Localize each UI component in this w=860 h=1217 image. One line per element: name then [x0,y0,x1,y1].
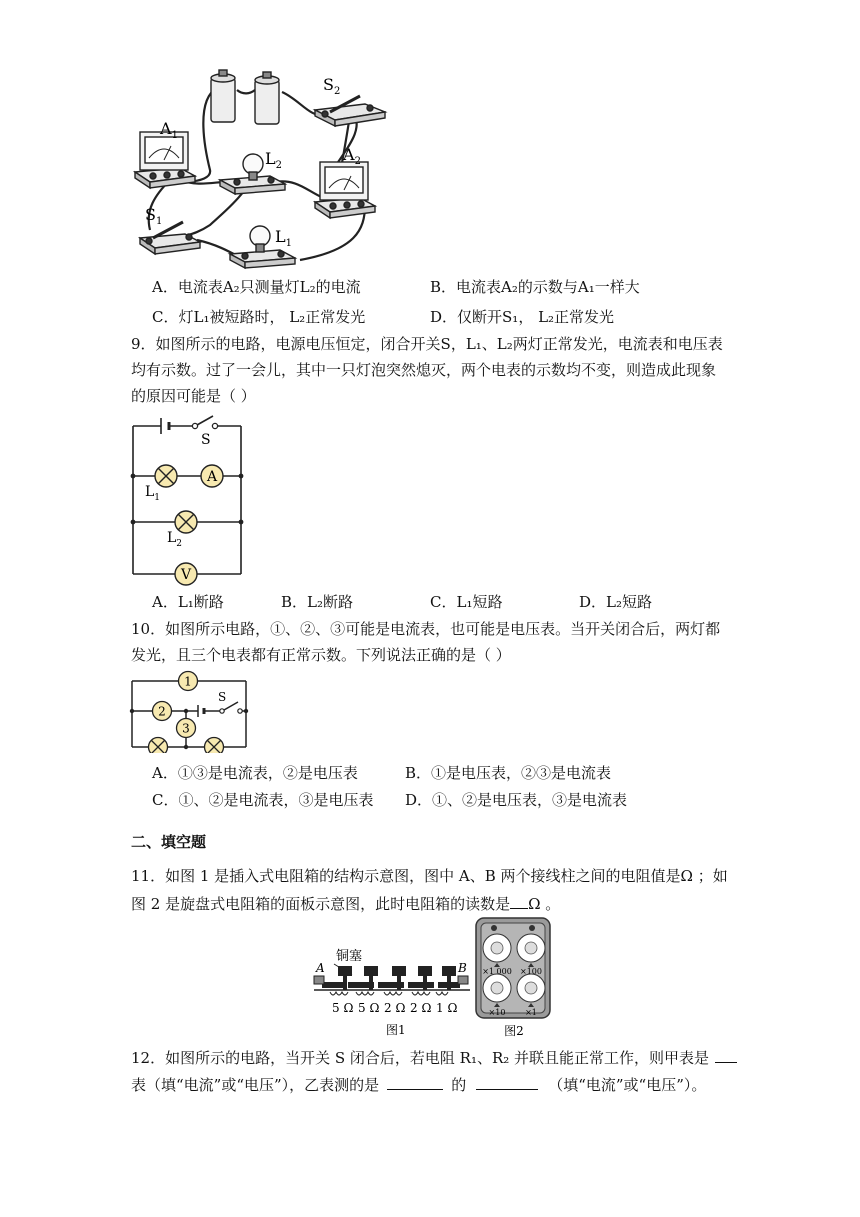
section-heading-fill-in: 二、填空题 [131,833,207,851]
q12-line-1 [131,1046,737,1068]
q10-circuit-diagram [128,669,250,753]
q8-s2-label: $S_2$ [323,75,341,97]
q9-line-2: 均有示数。过了一会儿，其中一只灯泡突然熄灭，两个电表的示数均不变，则造成此现象 [131,361,717,379]
q8-option-c: C．灯L₁被短路时， L₂正常发光 [152,308,366,326]
q11-dial-multiplier-1: ×1 [525,1008,537,1017]
q12-blank-2[interactable] [387,1073,443,1090]
q11-answer-blank[interactable] [510,892,528,909]
q11-line-2-unit: Ω 。 [528,895,561,913]
q8-option-b: B．电流表A₂的示数与A₁一样大 [430,278,640,296]
q9-option-b: B．L₂断路 [281,593,353,611]
q11-dial-multiplier-1000: ×1 000 [482,967,512,976]
q8-a1-label: $A_1$ [160,119,178,141]
q11-resistor-5: 1 Ω [436,1001,458,1015]
q11-line-1: 11．如图 1 是插入式电阻箱的结构示意图，图中 A、B 两个接线柱之间的电阻值是Ω ；如 [131,867,728,885]
q9-l2-label: $L_2$ [167,530,183,549]
q11-copper-plug-label: 铜塞 [336,949,363,964]
q9-option-a: A．L₁断路 [152,593,224,611]
q12-blank-3[interactable] [476,1073,538,1090]
q9-line-1: 9．如图所示的电路，电源电压恒定，闭合开关S，L₁、L₂两灯正常发光，电流表和电压表 [131,335,723,353]
q12-blank-1[interactable] [715,1046,737,1063]
q11-dial-multiplier-10: ×10 [488,1008,506,1017]
q10-switch-label: S [218,690,227,704]
q8-circuit-diagram [125,60,415,270]
q11-terminal-a: A [316,961,325,975]
q12-line-1-text: 12．如图所示的电路，当开关 S 闭合后，若电阻 R₁、R₂ 并联且能正常工作，则甲表是 [131,1049,710,1067]
q12-line-2-text-b: 的 [451,1076,467,1094]
q11-figure-1-caption: 图1 [386,1023,406,1037]
q9-option-d: D．L₂短路 [579,593,653,611]
q11-resistor-3: 2 Ω [384,1001,406,1015]
q8-l2-label: $L_2$ [265,149,282,171]
q10-meter-1-label: 1 [184,674,192,689]
q11-terminal-b: B [458,961,467,975]
q8-s1-label: $S_1$ [145,205,163,227]
q10-option-d: D．①、②是电压表，③是电流表 [405,791,628,809]
q11-figure-2 [474,916,554,1040]
q11-figure-1 [308,920,478,1040]
q12-line-2-text-a: 表（填“电流”或“电压”），乙表测的是 [131,1076,380,1094]
q9-ammeter-label: A [206,469,218,485]
q12-line-2 [131,1073,706,1095]
q10-line-2: 发光，且三个电表都有正常示数。下列说法正确的是（ ） [131,646,511,664]
q11-resistor-4: 2 Ω [410,1001,432,1015]
q9-switch-label: S [201,432,211,448]
q11-line-2 [131,892,560,914]
q9-l1-label: $L_1$ [145,484,161,503]
q12-line-2-text-c: （填“电流”或“电压”）。 [548,1076,707,1094]
q10-meter-3-label: 3 [182,721,190,736]
q10-option-b: B．①是电压表，②③是电流表 [405,764,612,782]
q8-a2-label: $A_2$ [343,145,361,167]
q11-dial-multiplier-100: ×100 [520,967,542,976]
q9-voltmeter-label: V [180,567,192,583]
q11-line-2-text: 图 2 是旋盘式电阻箱的面板示意图，此时电阻箱的读数是 [131,895,511,913]
q8-option-d: D．仅断开S₁， L₂正常发光 [430,308,615,326]
q8-option-a: A．电流表A₂只测量灯L₂的电流 [152,278,361,296]
q11-figure-2-caption: 图2 [504,1024,524,1038]
q10-line-1: 10．如图所示电路，①、②、③可能是电流表，也可能是电压表。当开关闭合后，两灯都 [131,620,721,638]
q10-meter-2-label: 2 [158,704,166,719]
q11-resistor-2: 5 Ω [358,1001,380,1015]
q9-circuit-diagram [125,412,255,587]
q8-l1-label: $L_1$ [275,227,292,249]
q10-option-a: A．①③是电流表，②是电压表 [152,764,358,782]
q9-line-3: 的原因可能是（ ） [131,387,256,405]
q10-option-c: C．①、②是电流表，③是电压表 [152,791,374,809]
q9-option-c: C．L₁短路 [430,593,503,611]
q11-resistor-1: 5 Ω [332,1001,354,1015]
